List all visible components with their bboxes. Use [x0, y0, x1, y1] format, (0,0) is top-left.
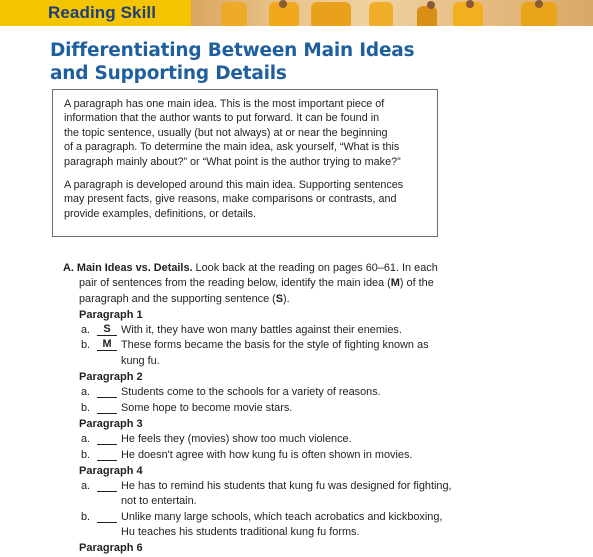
- item-text: Students come to the schools for a variety of reasons.: [121, 386, 381, 399]
- answer-blank[interactable]: [97, 448, 117, 461]
- exercise-item-continuation: [63, 525, 583, 540]
- answer-blank[interactable]: S: [97, 323, 117, 336]
- exercise-item: [63, 432, 583, 447]
- item-letter: a.: [81, 324, 91, 337]
- answer-blank[interactable]: [97, 510, 117, 523]
- item-letter: a.: [81, 386, 91, 399]
- instruction-text: paragraph and the supporting sentence (S).: [79, 292, 290, 305]
- info-line: of a paragraph. To determine the main idea, ask yourself, “What is this: [64, 141, 400, 154]
- skill-label: Reading Skill: [48, 3, 157, 22]
- exercise-item: [63, 323, 583, 338]
- item-letter: a.: [81, 433, 91, 446]
- item-letter: a.: [81, 480, 91, 493]
- paragraph-heading: Paragraph 4: [79, 464, 143, 477]
- info-box: [52, 89, 438, 237]
- item-letter: b.: [81, 401, 91, 414]
- exercise-item: [63, 448, 583, 463]
- paragraph-heading: Paragraph 3: [79, 417, 143, 430]
- exercise-item: [63, 401, 583, 416]
- exercise-item-continuation: [63, 494, 583, 509]
- answer-blank[interactable]: M: [97, 338, 117, 351]
- exercise-item: [63, 338, 583, 353]
- item-text: not to entertain.: [121, 495, 197, 508]
- header-band: [0, 0, 593, 26]
- info-line: information that the author wants to put forward. It can be found in: [64, 112, 380, 125]
- paragraph-heading: Paragraph 1: [79, 308, 143, 321]
- info-line: paragraph mainly about?” or “What point is the author trying to make?”: [64, 155, 401, 168]
- answer-blank[interactable]: [97, 401, 117, 414]
- info-line: may present facts, give reasons, make comparisons or contrasts, and: [64, 193, 397, 206]
- page-title: [50, 39, 414, 85]
- item-text: He doesn't agree with how kung fu is often shown in movies.: [121, 448, 413, 461]
- item-text: These forms became the basis for the style of fighting known as: [121, 339, 429, 352]
- info-line: the topic sentence, usually (but not always) at or near the beginning: [64, 126, 388, 139]
- info-line: A paragraph has one main idea. This is the most important piece of: [64, 98, 385, 110]
- item-text: Hu teaches his students traditional kung fu forms.: [121, 526, 360, 539]
- skill-tab: [0, 0, 191, 26]
- item-letter: b.: [81, 510, 91, 523]
- answer-blank[interactable]: [97, 385, 117, 398]
- exercise-item: [63, 385, 583, 400]
- item-text: Unlike many large schools, which teach acrobatics and kickboxing,: [121, 510, 443, 523]
- item-text: He has to remind his students that kung fu was designed for fighting,: [121, 480, 452, 493]
- instruction-text: Look back at the reading on pages 60–61. In each: [192, 262, 438, 274]
- header-photo: [191, 0, 593, 26]
- paragraph-heading: Paragraph 6: [79, 542, 143, 555]
- info-line: A paragraph is developed around this main idea. Supporting sentences: [64, 179, 404, 192]
- exercise-instructions: [63, 261, 583, 307]
- exercise-item-continuation: [63, 354, 583, 369]
- item-text: With it, they have won many battles against their enemies.: [121, 324, 402, 337]
- exercise-a: [63, 261, 583, 557]
- paragraph-heading: Paragraph 2: [79, 371, 143, 384]
- item-text: He feels they (movies) show too much violence.: [121, 433, 352, 446]
- item-letter: b.: [81, 448, 91, 461]
- title-line-2: and Supporting Details: [50, 63, 287, 84]
- exercise-item: [63, 479, 583, 494]
- item-text: kung fu.: [121, 354, 160, 367]
- answer-blank[interactable]: [97, 479, 117, 492]
- item-text: Some hope to become movie stars.: [121, 401, 293, 414]
- exercise-label: A. Main Ideas vs. Details.: [63, 262, 193, 274]
- info-line: provide examples, definitions, or details.: [64, 207, 257, 220]
- instruction-text: pair of sentences from the reading below, identify the main idea (M) of the: [79, 277, 434, 290]
- title-line-1: Differentiating Between Main Ideas: [50, 40, 415, 61]
- answer-blank[interactable]: [97, 432, 117, 445]
- exercise-item: [63, 510, 583, 525]
- item-letter: b.: [81, 339, 91, 352]
